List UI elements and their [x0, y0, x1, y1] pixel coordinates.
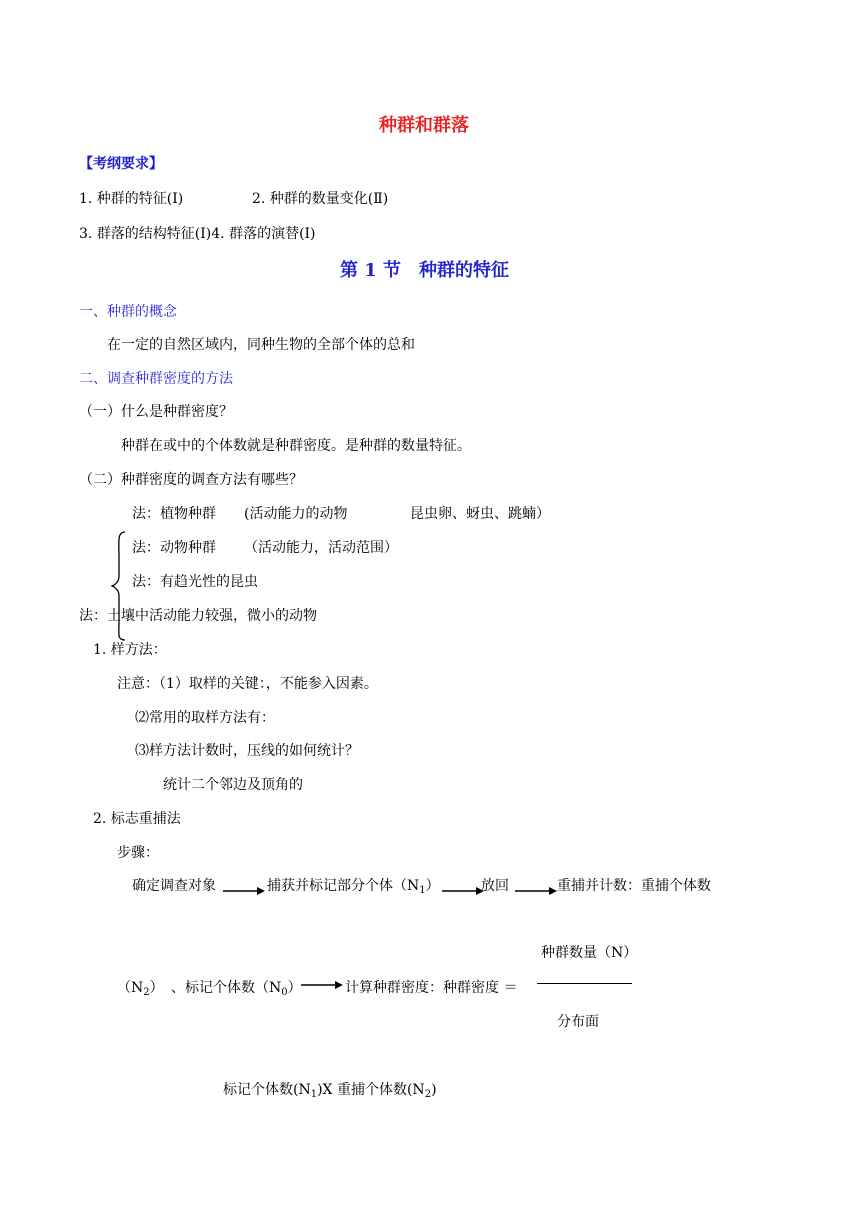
method-1-examples: 昆虫卵、蚜虫、跳蝻） — [410, 506, 550, 522]
note-3: ⑶样方法计数时，压线的如何统计？ — [135, 743, 359, 759]
method-2-note: （活动能力，活动范围） — [244, 540, 398, 556]
arrow-right-icon — [442, 884, 484, 898]
arrow-right-icon — [223, 884, 265, 898]
arrow-right-icon — [301, 978, 343, 992]
fraction-numerator: 种群数量（N） — [541, 945, 638, 961]
arrow-right-icon — [515, 884, 557, 898]
requirement-1: 1. 种群的特征(Ⅰ) — [79, 191, 184, 207]
note-1: 注意：（1）取样的关键：，不能参入因素。 — [117, 676, 378, 692]
subsection-1: 1. 样方法： — [93, 642, 167, 658]
question-2: （二）种群密度的调查方法有哪些？ — [79, 472, 303, 488]
calc-text: 计算种群密度：种群密度 ＝ — [345, 980, 518, 996]
heading-2: 二、调查种群密度的方法 — [79, 371, 233, 387]
subsection-2: 2. 标志重捕法 — [93, 811, 181, 827]
n0-label: 、标记个体数$(N_0)$ — [171, 980, 302, 998]
steps-label: 步骤： — [117, 845, 159, 861]
heading-1: 一、种群的概念 — [79, 304, 177, 320]
requirement-2: 2. 种群的数量变化(Ⅱ) — [252, 191, 389, 207]
step-3: 放回 — [481, 878, 509, 894]
note-2: ⑵常用的取样方法有： — [135, 710, 275, 726]
section-title: 第 1 节 种群的特征 — [340, 260, 510, 281]
method-4-label: 法：土壤中活动能力较强，微小的动物 — [79, 608, 317, 624]
method-1-note: (活动能力的动物 — [244, 506, 348, 522]
method-1-label: 法：植物种群 — [132, 506, 216, 522]
step-1: 确定调查对象 — [132, 878, 216, 894]
question-1: （一）什么是种群密度？ — [79, 404, 233, 420]
requirement-3-4: 3. 群落的结构特征(Ⅰ)4. 群落的演替(Ⅰ) — [79, 226, 316, 242]
n2-label: $(N_2)$ — [117, 980, 164, 998]
requirements-heading: 【考纲要求】 — [79, 156, 163, 172]
step-2: 捕获并标记部分个体$(N_1)$ — [267, 878, 440, 896]
curly-brace — [111, 530, 127, 642]
fraction-line — [537, 983, 632, 984]
method-3-label: 法：有趋光性的昆虫 — [132, 574, 258, 590]
note-4: 统计二个邻边及顶角的 — [163, 777, 303, 793]
answer-1: 种群在或中的个体数就是种群密度。是种群的数量特征。 — [121, 438, 471, 454]
fraction-denominator: 分布面 — [557, 1014, 599, 1030]
formula-line: 标记个体数$(N_1)X$ 重捕个体数$(N_2)$ — [223, 1082, 437, 1100]
step-4: 重捕并计数：重捕个体数 — [557, 878, 711, 894]
page-title: 种群和群落 — [379, 115, 469, 136]
method-2-label: 法：动物种群 — [132, 540, 216, 556]
definition-text: 在一定的自然区域内，同种生物的全部个体的总和 — [107, 337, 415, 353]
